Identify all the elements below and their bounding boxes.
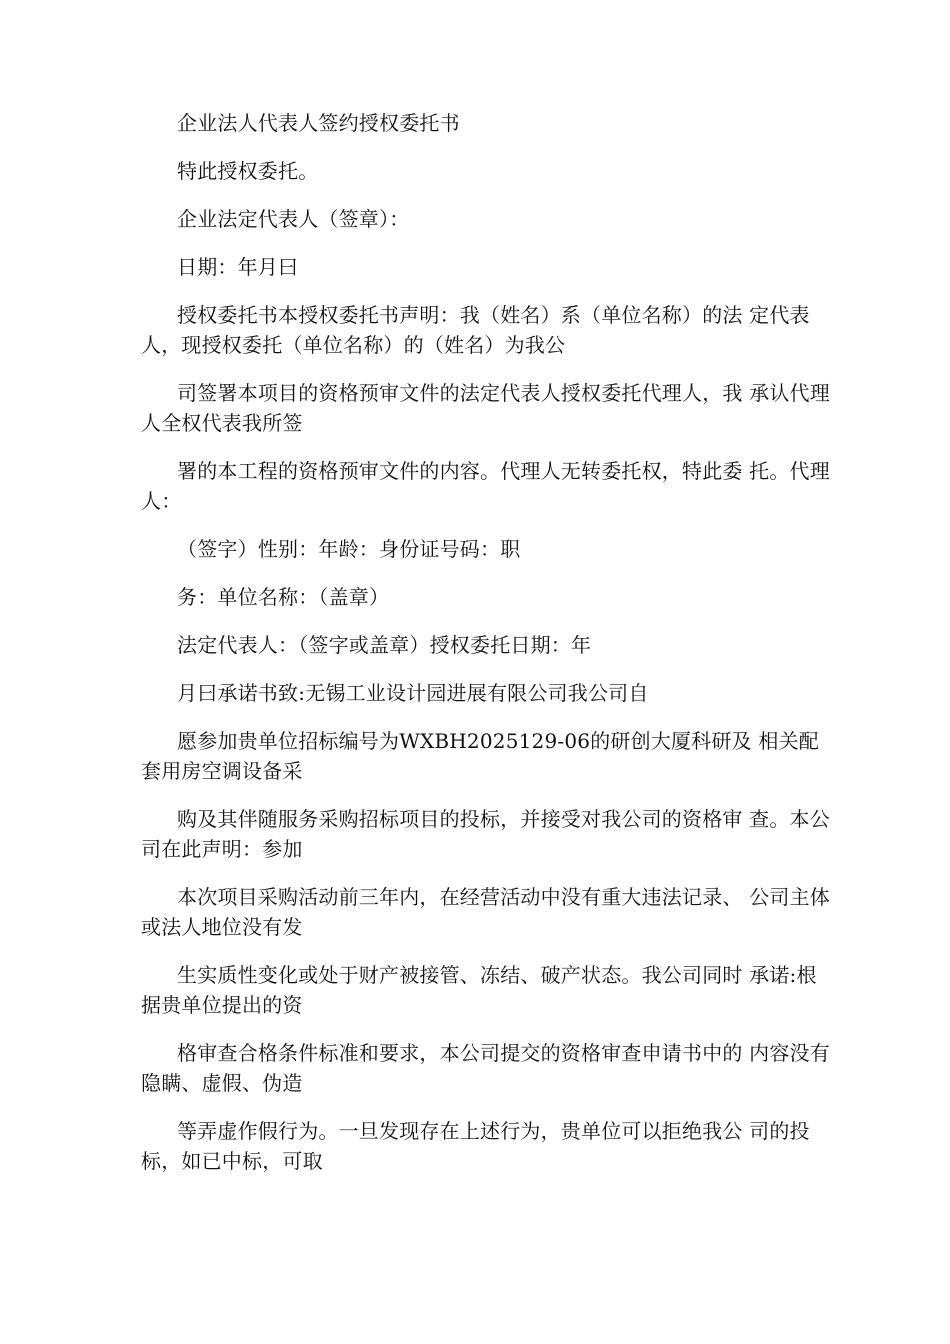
paragraph: 司签署本项目的资格预审文件的法定代表人授权委托代理人，我 承认代理人全权代表我所签 [141,381,830,435]
paragraph: （签字）性别：年龄：身份证号码：职 [177,537,521,561]
paragraph: 本次项目采购活动前三年内，在经营活动中没有重大违法记录、 公司主体或法人地位没有发 [141,885,830,939]
paragraph: 法定代表人：（签字或盖章）授权委托日期：年 [177,633,592,657]
paragraph: 特此授权委托。 [177,159,319,183]
paragraph: 生实质性变化或处于财产被接管、冻结、破产状态。我公司同时 承诺:根据贵单位提出的资 [141,963,817,1017]
paragraph: 日期：年月曰 [177,255,299,279]
paragraph: 务：单位名称：（盖章） [177,585,390,609]
paragraph: 署的本工程的资格预审文件的内容。代理人无转委托权，特此委 托。代理人： [141,459,830,513]
paragraph: 愿参加贵单位招标编号为WXBH2025129-06的研创大厦科研及 相关配套用房空调设备采 [141,729,819,783]
paragraph: 月曰承诺书致:无锡工业设计园进展有限公司我公司自 [177,681,649,705]
document-body [141,108,831,1194]
paragraph: 格审查合格条件标准和要求，本公司提交的资格审查申请书中的 内容没有隐瞒、虚假、伪造 [141,1041,830,1095]
paragraph: 授权委托书本授权委托书声明：我（姓名）系（单位名称）的法 定代表人，现授权委托（单位名称）的（姓名）为我公 [141,303,810,357]
paragraph: 企业法定代表人（签章）： [177,207,410,231]
paragraph-title: 企业法人代表人签约授权委托书 [177,111,460,135]
paragraph: 等弄虚作假行为。一旦发现存在上述行为，贵单位可以拒绝我公 司的投标，如已中标，可取 [141,1119,810,1173]
paragraph: 购及其伴随服务采购招标项目的投标，并接受对我公司的资格审 查。本公司在此声明：参加 [141,807,830,861]
